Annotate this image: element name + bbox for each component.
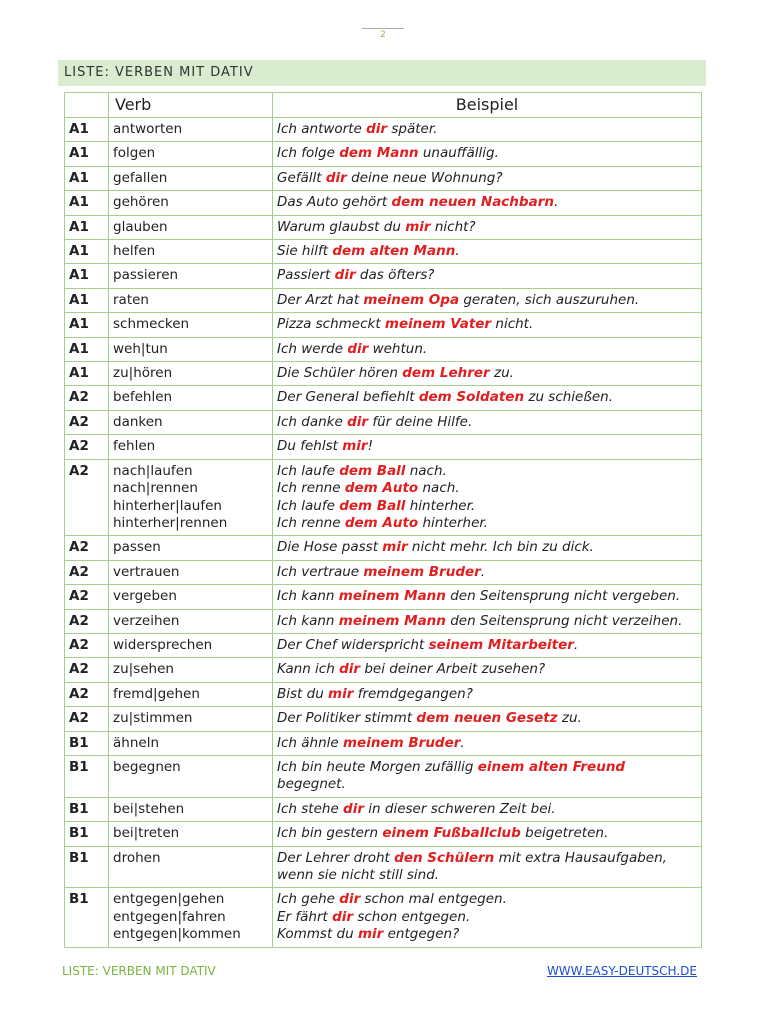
table-row — [65, 609, 702, 633]
table-body — [65, 118, 702, 948]
example-cell — [273, 585, 702, 609]
example-sentence — [277, 613, 697, 630]
example-sentence — [277, 170, 697, 187]
level-cell: A1 — [65, 166, 109, 190]
verb-text: entgegen|gehen — [113, 891, 225, 908]
example-cell — [273, 142, 702, 166]
verb-text: nach|rennen — [113, 480, 198, 497]
example-header: Beispiel — [273, 93, 702, 118]
table-row — [65, 362, 702, 386]
verb-text: nach|laufen — [113, 462, 193, 479]
example-sentence — [277, 121, 697, 138]
level-cell: A2 — [65, 633, 109, 657]
dative-object-highlight: dem Auto — [344, 480, 419, 497]
example-text: Ich ähnle — [277, 734, 343, 751]
example-text: unauffällig. — [418, 145, 499, 162]
example-text: Ich vertraue — [277, 563, 364, 580]
example-text: Die Schüler hören — [277, 365, 403, 382]
verb-cell — [109, 435, 273, 459]
page-number-rule — [362, 28, 404, 29]
verb-cell — [109, 337, 273, 361]
verb-cell — [109, 264, 273, 288]
example-cell — [273, 731, 702, 755]
example-sentence — [277, 515, 697, 532]
example-sentence — [277, 414, 697, 431]
level-cell: A1 — [65, 264, 109, 288]
example-text: nicht mehr. Ich bin zu dick. — [407, 539, 594, 556]
verb-text: ähneln — [113, 734, 159, 751]
example-text: Die Hose passt — [277, 539, 383, 556]
dative-object-highlight: meinem Mann — [338, 588, 446, 605]
verb-text: bei|treten — [113, 825, 180, 842]
example-text: zu. — [557, 710, 582, 727]
verb-cell — [109, 410, 273, 434]
example-cell — [273, 822, 702, 846]
example-text: den Seitensprung nicht verzeihen. — [445, 612, 683, 629]
dative-object-highlight: meinem Vater — [384, 316, 492, 333]
level-cell: A1 — [65, 337, 109, 361]
verb-cell — [109, 633, 273, 657]
verb-cell — [109, 166, 273, 190]
example-cell — [273, 459, 702, 536]
verb-cell — [109, 846, 273, 888]
example-text: Ich laufe — [277, 497, 340, 514]
example-text: bei deiner Arbeit zusehen? — [360, 661, 546, 678]
example-cell — [273, 386, 702, 410]
level-header — [65, 93, 109, 118]
example-text: Ich folge — [277, 145, 340, 162]
example-cell — [273, 435, 702, 459]
verb-cell — [109, 386, 273, 410]
dative-object-highlight: dem Lehrer — [402, 365, 490, 382]
dative-object-highlight: einem Fußballclub — [382, 825, 521, 842]
dative-object-highlight: meinem Bruder — [342, 734, 461, 751]
example-sentence — [277, 686, 697, 703]
example-sentence — [277, 316, 697, 333]
verb-cell — [109, 707, 273, 731]
example-text: Kommst du — [277, 926, 358, 943]
level-cell: B1 — [65, 822, 109, 846]
example-text: schon mal entgegen. — [360, 891, 507, 908]
table-row — [65, 191, 702, 215]
dative-object-highlight: dem Auto — [344, 514, 419, 531]
list-title: LISTE: VERBEN MIT DATIV — [58, 60, 706, 86]
example-text: Ich werde — [277, 340, 348, 357]
verb-cell — [109, 731, 273, 755]
example-cell — [273, 240, 702, 264]
example-sentence — [277, 825, 697, 842]
example-text: Gefällt — [277, 169, 326, 186]
verb-text: hinterher|laufen — [113, 497, 222, 514]
verb-text: raten — [113, 291, 149, 308]
example-sentence — [277, 539, 697, 556]
level-cell: A2 — [65, 707, 109, 731]
example-text: Der Arzt hat — [277, 291, 364, 308]
verb-text: weh|tun — [113, 340, 168, 357]
example-text: schon entgegen. — [353, 908, 471, 925]
verb-text: entgegen|fahren — [113, 908, 226, 925]
level-cell: A2 — [65, 410, 109, 434]
example-text: Ich stehe — [277, 800, 344, 817]
example-text: Ich kann — [277, 588, 339, 605]
dative-object-highlight: dir — [339, 891, 361, 908]
table-row — [65, 166, 702, 190]
example-sentence — [277, 145, 697, 162]
verb-text: befehlen — [113, 389, 173, 406]
level-cell: B1 — [65, 846, 109, 888]
verb-text: widersprechen — [113, 636, 213, 653]
level-cell: A2 — [65, 435, 109, 459]
dative-object-highlight: dir — [339, 661, 361, 678]
table-row — [65, 459, 702, 536]
example-cell — [273, 755, 702, 797]
table-row — [65, 707, 702, 731]
verb-text: gehören — [113, 194, 169, 211]
level-cell: A2 — [65, 658, 109, 682]
verb-text: danken — [113, 413, 163, 430]
table-row — [65, 240, 702, 264]
table-row — [65, 822, 702, 846]
dative-object-highlight: mir — [405, 218, 431, 235]
example-text: begegnet. — [277, 776, 346, 793]
example-text: hinterher. — [418, 514, 488, 531]
verb-table — [64, 92, 702, 948]
table-row — [65, 846, 702, 888]
example-sentence — [277, 661, 697, 678]
verb-text: folgen — [113, 145, 156, 162]
table-row — [65, 888, 702, 947]
verb-text: gefallen — [113, 169, 168, 186]
example-text: deine neue Wohnung? — [346, 169, 503, 186]
table-row — [65, 215, 702, 239]
example-cell — [273, 313, 702, 337]
dative-object-highlight: einem alten Freund — [477, 758, 626, 775]
example-text: fremdgegangen? — [353, 685, 473, 702]
table-row — [65, 585, 702, 609]
dative-object-highlight: dem alten Mann — [332, 243, 456, 260]
dative-object-highlight: dir — [325, 169, 347, 186]
verb-cell — [109, 215, 273, 239]
example-sentence — [277, 219, 697, 236]
example-sentence — [277, 498, 697, 515]
level-cell: A2 — [65, 609, 109, 633]
verb-text: hinterher|rennen — [113, 514, 228, 531]
page-number: 2 — [380, 30, 386, 40]
example-text: . — [573, 636, 579, 653]
dative-object-highlight: dir — [343, 800, 364, 817]
example-cell — [273, 682, 702, 706]
example-text: Ich bin gestern — [277, 825, 383, 842]
verb-text: zu|stimmen — [113, 710, 193, 727]
dative-object-highlight: mir — [382, 539, 408, 556]
example-sentence — [277, 909, 697, 926]
example-text: hinterher. — [405, 497, 476, 514]
verb-cell — [109, 560, 273, 584]
example-sentence — [277, 637, 697, 654]
verb-cell — [109, 142, 273, 166]
level-cell: A1 — [65, 118, 109, 142]
table-row — [65, 797, 702, 821]
level-cell: B1 — [65, 888, 109, 947]
level-cell: B1 — [65, 731, 109, 755]
example-text: Ich renne — [277, 514, 345, 531]
example-sentence — [277, 365, 697, 382]
level-cell: A1 — [65, 191, 109, 215]
verb-text: begegnen — [113, 758, 181, 775]
example-sentence — [277, 759, 697, 794]
example-text: nach. — [405, 462, 447, 479]
verb-cell — [109, 118, 273, 142]
example-cell — [273, 362, 702, 386]
example-text: Ich danke — [277, 413, 348, 430]
example-text: Ich laufe — [277, 462, 340, 479]
verb-cell — [109, 459, 273, 536]
verb-cell — [109, 313, 273, 337]
example-text: Warum glaubst du — [277, 218, 406, 235]
example-text: Ich antworte — [277, 121, 367, 137]
example-sentence — [277, 801, 697, 818]
dative-object-highlight: meinem Mann — [338, 612, 446, 629]
dative-object-highlight: dem Soldaten — [418, 389, 525, 406]
example-text: den Seitensprung nicht vergeben. — [445, 588, 681, 605]
example-text: nicht? — [430, 218, 476, 235]
dative-object-highlight: dir — [366, 121, 388, 137]
dative-object-highlight: meinem Bruder — [363, 563, 481, 580]
dative-object-highlight: dir — [332, 908, 354, 925]
dative-object-highlight: dir — [347, 413, 369, 430]
verb-cell — [109, 240, 273, 264]
table-row — [65, 731, 702, 755]
dative-object-highlight: dir — [347, 340, 369, 357]
example-text: Passiert — [277, 267, 335, 284]
example-cell — [273, 609, 702, 633]
table-row — [65, 536, 702, 560]
level-cell: B1 — [65, 797, 109, 821]
dative-object-highlight: mir — [342, 438, 368, 455]
example-text: beigetreten. — [520, 825, 609, 842]
level-cell: A2 — [65, 682, 109, 706]
table-row — [65, 658, 702, 682]
example-sentence — [277, 243, 697, 260]
level-cell: A1 — [65, 362, 109, 386]
example-sentence — [277, 564, 697, 581]
example-text: Ich kann — [277, 612, 339, 629]
example-text: Der Lehrer droht — [277, 849, 395, 866]
example-sentence — [277, 588, 697, 605]
dative-object-highlight: dem Ball — [339, 462, 406, 479]
example-sentence — [277, 891, 697, 908]
dative-object-highlight: dir — [334, 267, 356, 284]
level-cell: B1 — [65, 755, 109, 797]
table-row — [65, 386, 702, 410]
table-row — [65, 118, 702, 142]
verb-text: fremd|gehen — [113, 685, 200, 702]
table-row — [65, 410, 702, 434]
example-text: Ich bin heute Morgen zufällig — [277, 758, 478, 775]
example-cell — [273, 707, 702, 731]
example-sentence — [277, 438, 697, 455]
verb-text: glauben — [113, 218, 168, 235]
level-cell: A1 — [65, 142, 109, 166]
example-sentence — [277, 735, 697, 752]
dative-object-highlight: dem neuen Gesetz — [416, 710, 558, 727]
level-cell: A2 — [65, 560, 109, 584]
dative-object-highlight: mir — [328, 685, 354, 702]
example-sentence — [277, 926, 697, 943]
dative-object-highlight: dem Mann — [339, 145, 419, 162]
table-row — [65, 142, 702, 166]
verb-text: passieren — [113, 267, 179, 284]
dative-object-highlight: meinem Opa — [363, 291, 460, 308]
example-text: nach. — [418, 480, 460, 497]
example-cell — [273, 536, 702, 560]
example-cell — [273, 191, 702, 215]
dative-object-highlight: dem Ball — [339, 497, 406, 514]
level-cell: A1 — [65, 313, 109, 337]
verb-text: bei|stehen — [113, 800, 185, 817]
verb-text: vergeben — [113, 588, 177, 605]
table-row — [65, 313, 702, 337]
footer-title: LISTE: VERBEN MIT DATIV — [62, 964, 216, 978]
verb-cell — [109, 362, 273, 386]
example-cell — [273, 215, 702, 239]
example-text: das öfters? — [355, 267, 435, 284]
example-cell — [273, 560, 702, 584]
example-text: zu. — [489, 365, 514, 382]
example-text: Ich renne — [277, 480, 345, 497]
example-text: . — [460, 734, 465, 751]
example-cell — [273, 888, 702, 947]
table-row — [65, 560, 702, 584]
example-text: Der Politiker stimmt — [277, 710, 417, 727]
verb-text: zu|hören — [113, 365, 173, 382]
example-text: entgegen? — [383, 926, 460, 943]
verb-cell — [109, 822, 273, 846]
example-text: wehtun. — [368, 340, 428, 357]
example-sentence — [277, 267, 697, 284]
dative-object-highlight: seinem Mitarbeiter — [428, 636, 574, 653]
example-text: mit extra Hausaufgaben, wenn sie nicht still sind. — [277, 849, 667, 883]
verb-cell — [109, 288, 273, 312]
verb-text: verzeihen — [113, 612, 180, 629]
table-row — [65, 755, 702, 797]
dative-object-highlight: dem neuen Nachbarn — [391, 194, 554, 211]
verb-text: antworten — [113, 121, 183, 137]
example-cell — [273, 264, 702, 288]
table-row — [65, 337, 702, 361]
example-cell — [273, 118, 702, 142]
verb-cell — [109, 797, 273, 821]
example-sentence — [277, 194, 697, 211]
example-cell — [273, 633, 702, 657]
verb-text: drohen — [113, 849, 161, 866]
example-cell — [273, 337, 702, 361]
table-row — [65, 682, 702, 706]
verb-text: zu|sehen — [113, 661, 174, 678]
example-text: in dieser schweren Zeit bei. — [364, 800, 556, 817]
example-text: geraten, sich auszuruhen. — [459, 291, 640, 308]
example-text: Der Chef widerspricht — [277, 636, 429, 653]
table-row — [65, 288, 702, 312]
table-header-row — [65, 93, 702, 118]
level-cell: A2 — [65, 536, 109, 560]
example-sentence — [277, 463, 697, 480]
example-sentence — [277, 850, 697, 885]
level-cell: A2 — [65, 459, 109, 536]
verb-text: helfen — [113, 243, 156, 260]
example-text: später. — [387, 121, 438, 137]
dative-object-highlight: den Schülern — [394, 849, 495, 866]
example-text: . — [553, 194, 559, 211]
level-cell: A1 — [65, 240, 109, 264]
example-text: Das Auto gehört — [277, 194, 392, 211]
verb-text: vertrauen — [113, 563, 180, 580]
footer-website-link[interactable]: WWW.EASY-DEUTSCH.DE — [546, 964, 697, 978]
verb-text: fehlen — [113, 438, 156, 455]
example-text: zu schießen. — [524, 389, 614, 406]
verb-cell — [109, 536, 273, 560]
example-text: Kann ich — [277, 661, 340, 678]
dative-object-highlight: mir — [357, 926, 384, 943]
example-text: Ich gehe — [277, 891, 340, 908]
table-row — [65, 633, 702, 657]
example-text: Bist du — [277, 685, 329, 702]
example-text: Pizza schmeckt — [277, 316, 385, 333]
example-cell — [273, 658, 702, 682]
example-text: für deine Hilfe. — [368, 413, 473, 430]
verb-text: entgegen|kommen — [113, 926, 241, 943]
level-cell: A1 — [65, 288, 109, 312]
verb-cell — [109, 682, 273, 706]
verb-text: passen — [113, 539, 161, 556]
verb-cell — [109, 191, 273, 215]
verb-text: schmecken — [113, 316, 190, 333]
example-cell — [273, 166, 702, 190]
table-row — [65, 264, 702, 288]
verb-cell — [109, 755, 273, 797]
example-cell — [273, 846, 702, 888]
example-text: . — [480, 563, 486, 580]
level-cell: A2 — [65, 386, 109, 410]
example-text: Er fährt — [277, 908, 333, 925]
example-sentence — [277, 389, 697, 406]
example-text: . — [455, 243, 460, 260]
example-cell — [273, 288, 702, 312]
example-sentence — [277, 480, 697, 497]
verb-cell — [109, 888, 273, 947]
verb-cell — [109, 658, 273, 682]
example-sentence — [277, 710, 697, 727]
example-text: Sie hilft — [277, 243, 333, 260]
example-sentence — [277, 292, 697, 309]
example-text: Du fehlst — [277, 438, 343, 455]
verb-cell — [109, 609, 273, 633]
example-text: Der General befiehlt — [277, 389, 419, 406]
example-cell — [273, 410, 702, 434]
example-text: ! — [367, 438, 374, 455]
example-cell — [273, 797, 702, 821]
level-cell: A2 — [65, 585, 109, 609]
level-cell: A1 — [65, 215, 109, 239]
verb-cell — [109, 585, 273, 609]
example-sentence — [277, 341, 697, 358]
verb-header: Verb — [109, 93, 273, 118]
table-row — [65, 435, 702, 459]
example-text: nicht. — [491, 316, 534, 333]
